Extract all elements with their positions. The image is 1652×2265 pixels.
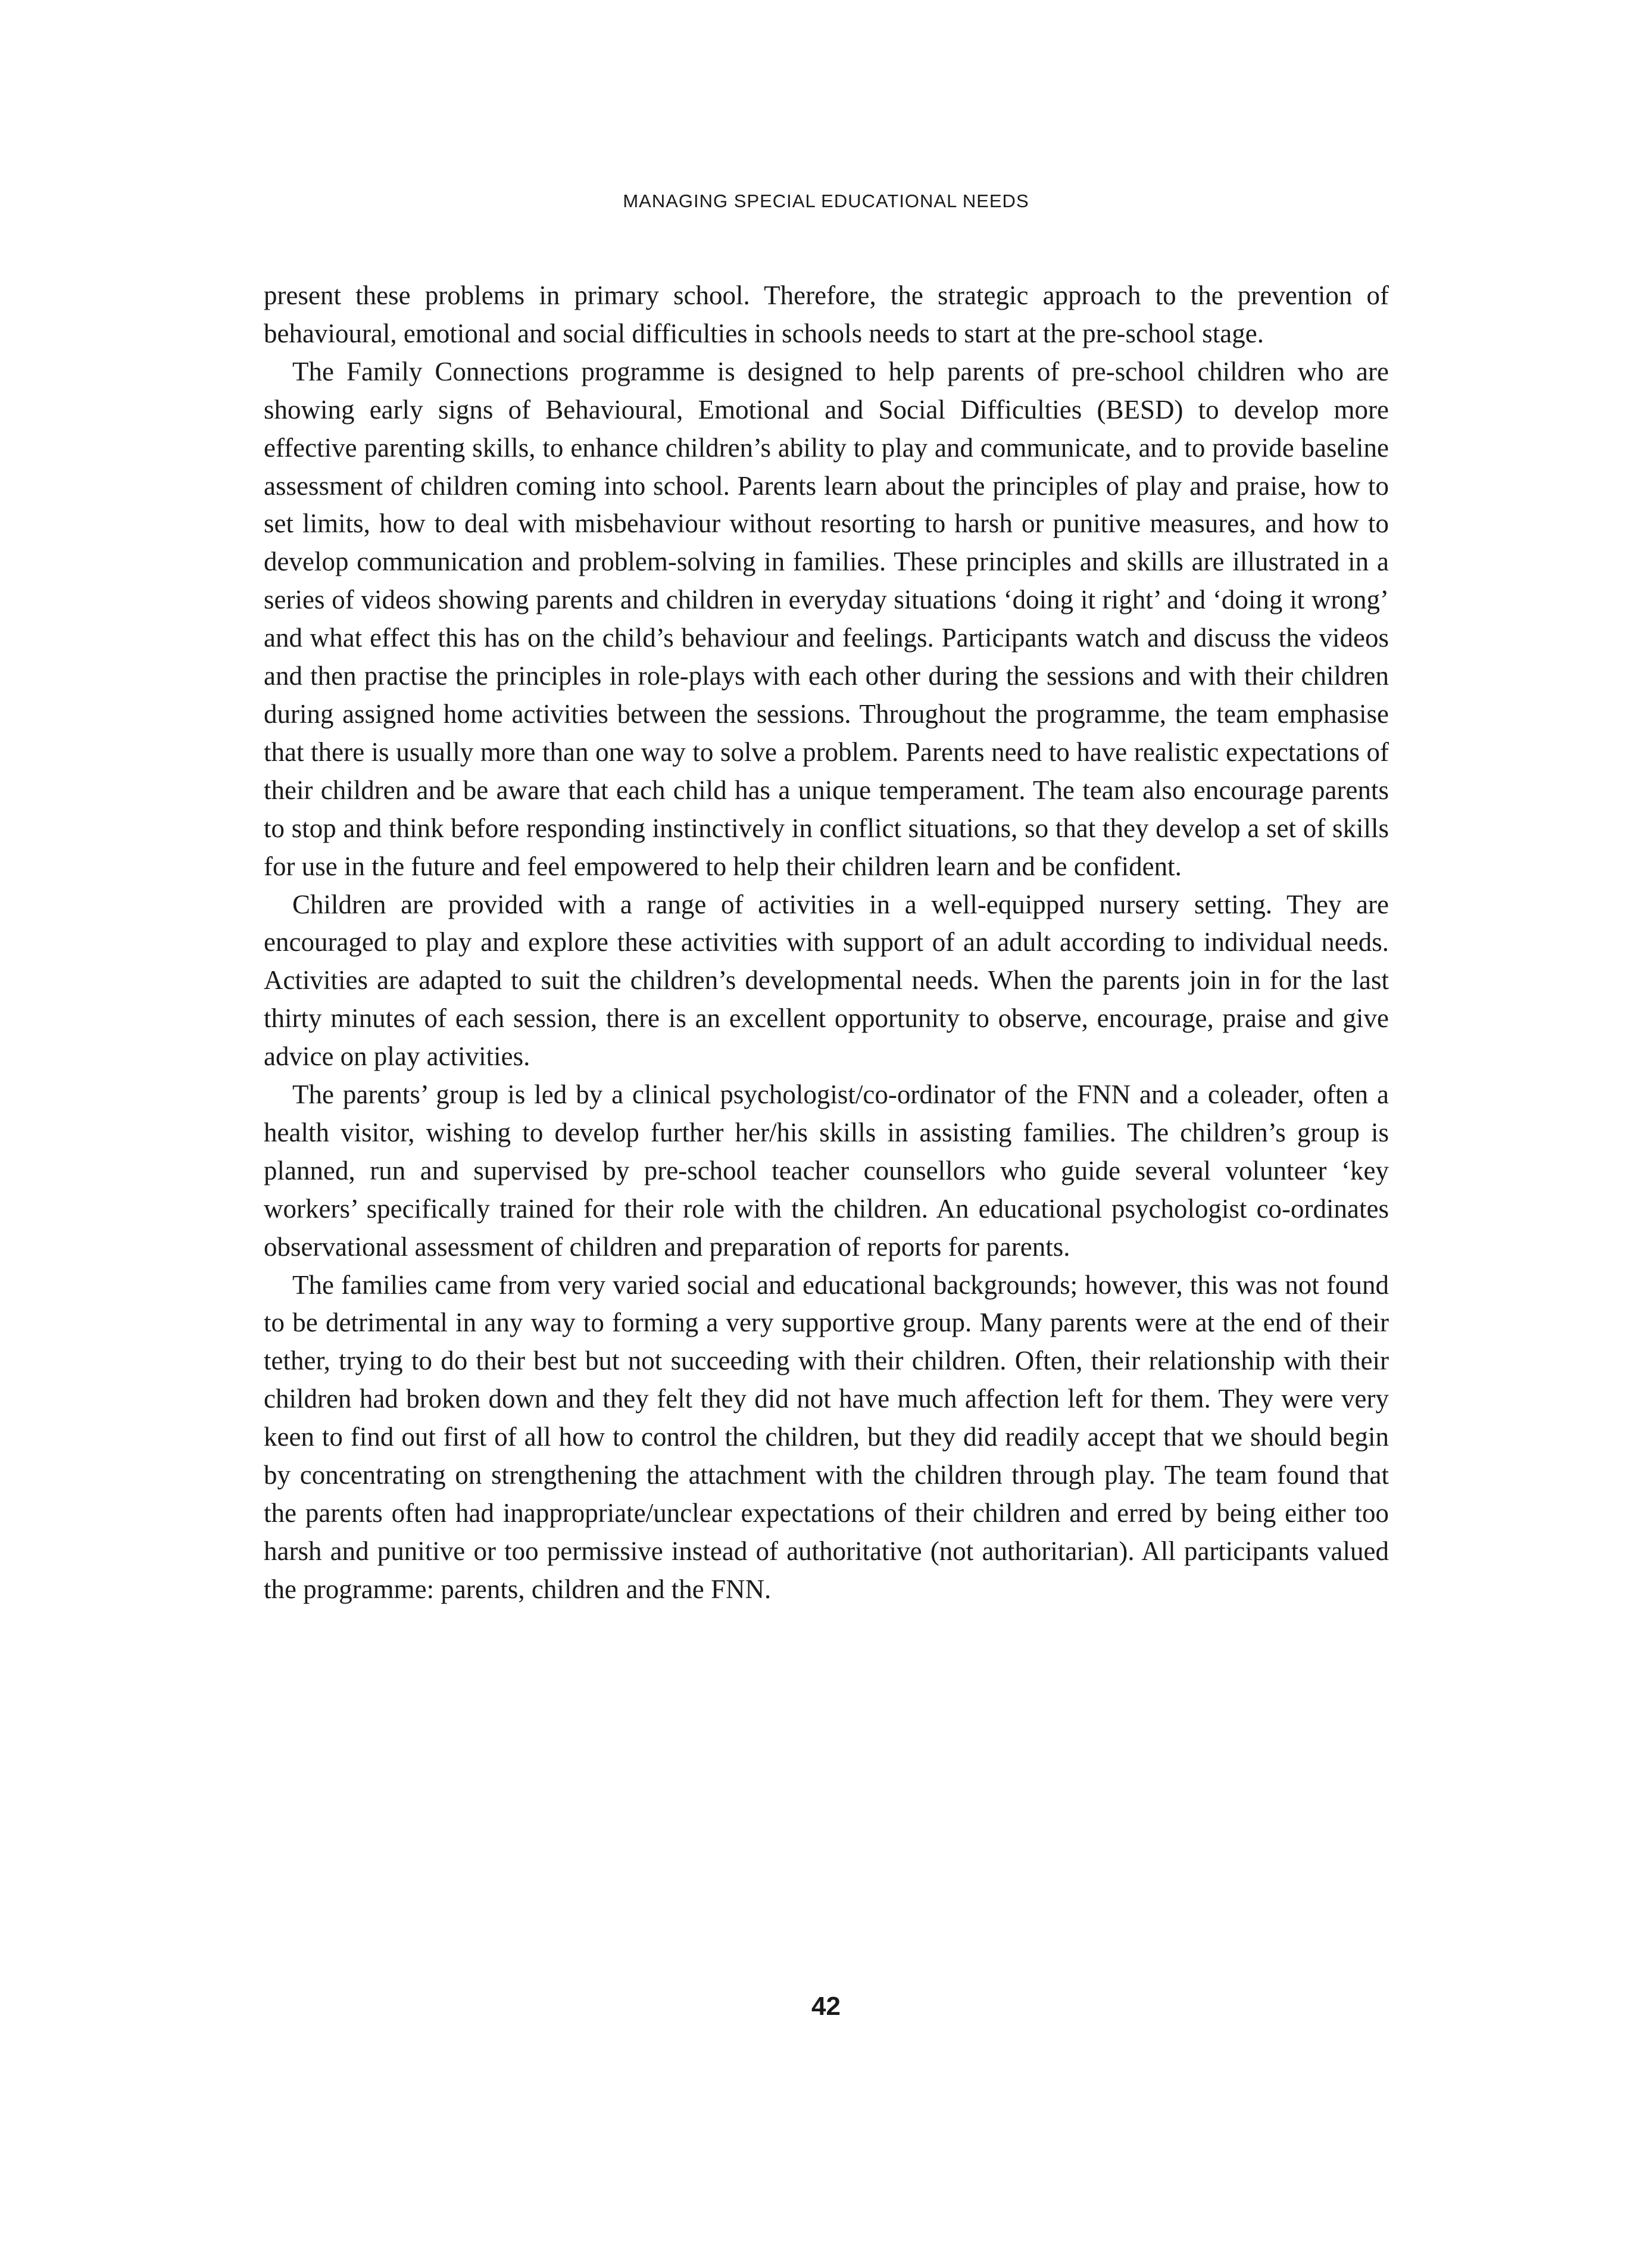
body-text (264, 277, 1389, 1609)
paragraph-continuation: present these problems in primary school. Therefore, the strategic approach to the prevention of behavioural, emotional and social difficulties in schools needs to start at the pre-school stage. (264, 280, 1389, 348)
page-number: 42 (811, 1992, 841, 2021)
paragraph-family-connections: The Family Connections programme is designed to help parents of pre-school children who are showing early signs of Behavioural, Emotional and Social Difficulties (BESD) to develop more effective parenting skills, to enhance children’s ability to play and communicate, and to provide baseline assessment of children coming into school. Parents learn about the principles of play and praise, how to set limits, how to deal with misbehaviour without resorting to harsh or punitive measures, and how to develop communication and problem-solving in families. These principles and skills are illustrated in a series of videos showing parents and children in everyday situations ‘doing it right’ and ‘doing it wrong’ and what effect this has on the child’s behaviour and feelings. Participants watch and discuss the videos and then practise the principles in role-plays with each other during the sessions and with their children during assigned home activities between the sessions. Throughout the programme, the team emphasise that there is usually more than one way to solve a problem. Parents need to have realistic expectations of their children and be aware that each child has a unique temperament. The team also encourage parents to stop and think before responding instinctively in conflict situations, so that they develop a set of skills for use in the future and feel empowered to help their children learn and be confident. (264, 356, 1389, 881)
running-header: MANAGING SPECIAL EDUCATIONAL NEEDS (623, 191, 1029, 211)
paragraph-families-backgrounds: The families came from very varied social and educational backgrounds; however, this was not found to be detrimental in any way to forming a very supportive group. Many parents were at the end of their tether, trying to do their best but not succeeding with their children. Often, their relationship with their children had broken down and they felt they did not have much affection left for them. They were very keen to find out first of all how to control the children, but they did readily accept that we should begin by concentrating on strengthening the attachment with the children through play. The team found that the parents often had inappropriate/unclear expectations of their children and erred by being either too harsh and punitive or too permissive instead of authoritative (not authoritarian). All participants valued the programme: parents, children and the FNN. (264, 1269, 1389, 1604)
paragraph-children-activities: Children are provided with a range of activities in a well-equipped nursery setting. They are encouraged to play and explore these activities with support of an adult according to individual needs. Activities are adapted to suit the children’s developmental needs. When the parents join in for the last thirty minutes of each session, there is an excellent opportunity to observe, encourage, praise and give advice on play activities. (264, 889, 1389, 1072)
paragraph-parents-group: The parents’ group is led by a clinical psychologist/co-ordinator of the FNN and a coleader, often a health visitor, wishing to develop further her/his skills in assisting families. The children’s group is planned, run and supervised by pre-school teacher counsellors who guide several volunteer ‘key workers’ specifically trained for their role with the children. An educational psychologist co-ordinates observational assessment of children and preparation of reports for parents. (264, 1080, 1389, 1262)
